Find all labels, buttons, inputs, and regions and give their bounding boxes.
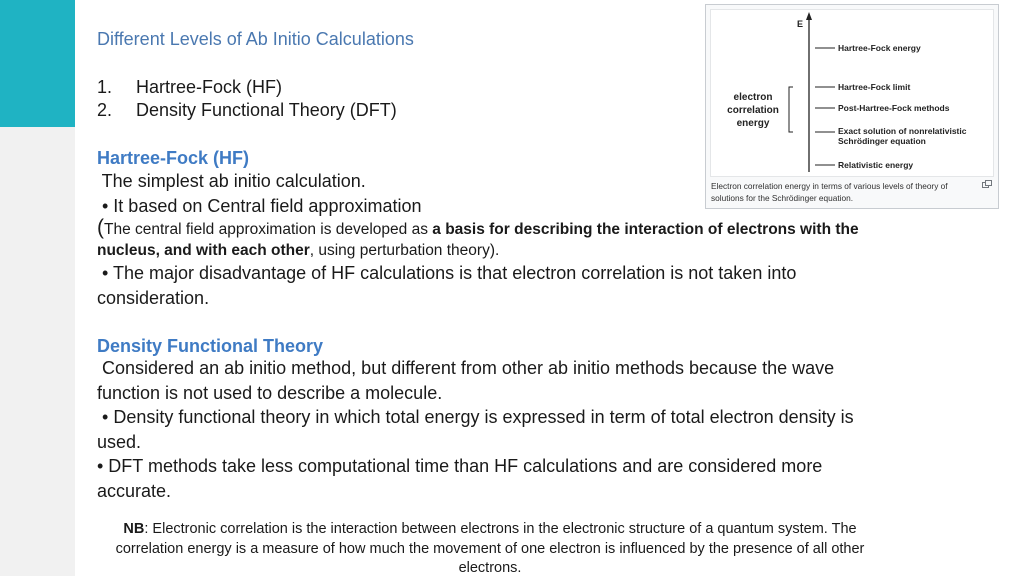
list-number: 1. <box>97 77 113 97</box>
nb-text: : Electronic correlation is the interaction between electrons in the electronic structure of a quantum system. The correlation energy is a measure of how much the movement of one electron is influenced by the presence of all other electrons. <box>115 521 865 576</box>
hf-note-text-a: The central field approximation is developed as <box>104 221 433 238</box>
enlarge-icon-svg <box>982 180 992 188</box>
hf-note <box>97 217 887 261</box>
axis-arrow-icon <box>806 12 812 20</box>
hf-note-bold: a basis for describing the interaction of electrons with the nucleus, and with each other <box>97 221 859 259</box>
figure-caption: Electron correlation energy in terms of various levels of theory of solutions for the Schrödinger equation. <box>711 181 948 203</box>
hf-heading: Hartree-Fock (HF) <box>97 148 250 168</box>
hf-line-simplest: The simplest ab initio calculation. <box>97 171 366 191</box>
axis-label: E <box>797 19 804 29</box>
hf-line-central-field: • It based on Central field approximation <box>97 195 422 216</box>
level-label-post-hf: Post-Hartree-Fock methods <box>838 103 950 113</box>
level-label-hf-limit: Hartree-Fock limit <box>838 82 911 92</box>
correlation-energy-figure <box>705 4 999 209</box>
methods-list <box>97 76 397 122</box>
bracket-label-line: electron <box>733 92 773 103</box>
bracket-label-line: energy <box>736 118 770 129</box>
bracket-label-line: correlation <box>727 105 779 116</box>
dft-heading: Density Functional Theory <box>97 336 324 356</box>
dft-section <box>97 336 887 503</box>
nb-label: NB <box>123 521 145 537</box>
list-item <box>97 76 397 99</box>
accent-block <box>0 0 75 127</box>
enlarge-icon[interactable] <box>982 180 992 190</box>
energy-diagram[interactable] <box>710 9 994 177</box>
correlation-bracket <box>789 87 793 132</box>
list-number: 2. <box>97 100 113 120</box>
dft-line-considered: Considered an ab initio method, but different from other ab initio methods because the wave function is not used to describe a molecule. <box>97 358 840 403</box>
level-label-relativistic: Relativistic energy <box>838 160 914 170</box>
hf-line-disadvantage: • The major disadvantage of HF calculations is that electron correlation is not taken into consideration. <box>97 263 802 308</box>
nb-footnote <box>97 520 883 579</box>
level-label-exact-2: Schrödinger equation <box>838 136 926 146</box>
list-item <box>97 99 397 122</box>
dft-line-computational: • DFT methods take less computational time than HF calculations and are considered more accurate. <box>97 456 823 501</box>
level-label-exact: Exact solution of nonrelativistic <box>838 126 967 136</box>
level-label-hf-energy: Hartree-Fock energy <box>838 43 921 53</box>
list-text: Hartree-Fock (HF) <box>136 77 283 97</box>
slide-title: Different Levels of Ab Initio Calculations <box>97 29 414 49</box>
paren-open: ( <box>97 216 104 239</box>
hf-note-text-b: , using perturbation theory). <box>309 242 500 259</box>
list-text: Density Functional Theory (DFT) <box>136 100 397 120</box>
dft-line-total-energy: • Density functional theory in which total energy is expressed in term of total electron density is used. <box>97 407 859 452</box>
energy-diagram-svg <box>711 10 993 176</box>
